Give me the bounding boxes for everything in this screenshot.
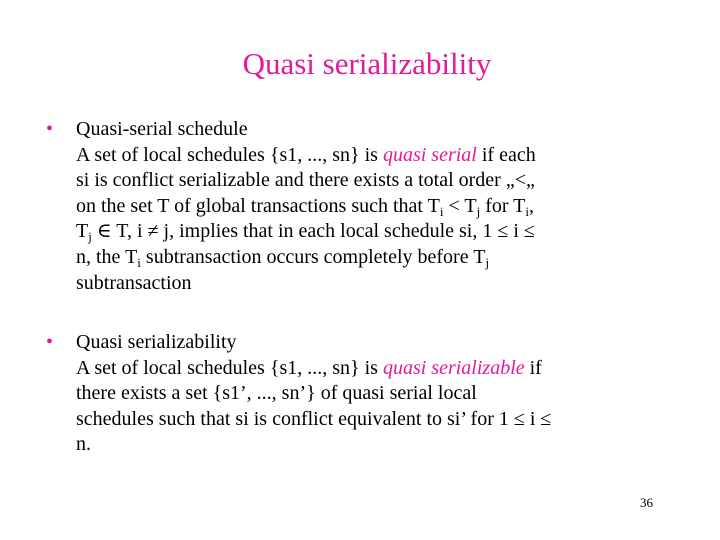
- body-line: A set of local schedules {s1, ..., sn} is quasi serializable if: [76, 356, 542, 379]
- slide-title: Quasi serializability: [242, 46, 492, 81]
- body-line: schedules such that si is conflict equivalent to si’ for 1 ≤ i ≤: [76, 407, 552, 430]
- body-line: there exists a set {s1’, ..., sn’} of quasi serial local: [76, 382, 477, 405]
- body-line: n.: [76, 433, 91, 456]
- bullet-heading: Quasi serializability: [76, 331, 237, 353]
- body-line: on the set T of global transactions such that $T_i < T_j$ for $T_i$,: [76, 194, 535, 219]
- term-quasi-serial: quasi serial: [382, 143, 477, 166]
- body-line: si is conflict serializable and there exists a total order „<„: [76, 169, 535, 192]
- bullet-quasi-serial-schedule: [46, 117, 686, 296]
- bullet-quasi-serializability: [46, 330, 686, 458]
- page-number: 36: [640, 495, 653, 510]
- body-line: A set of local schedules {s1, ..., sn} is quasi serial if each: [76, 143, 536, 166]
- body-line: subtransaction: [76, 271, 192, 294]
- body-line: $T_j$ ∈ T, i ≠ j, implies that in each local schedule si, 1 ≤ i ≤: [76, 220, 535, 245]
- body-line: n, the $T_i$ subtransaction occurs completely before $T_j$: [76, 245, 490, 270]
- bullet-heading: Quasi-serial schedule: [76, 118, 248, 140]
- term-quasi-serializable: quasi serializable: [382, 356, 525, 379]
- bullet-icon: •: [46, 331, 54, 353]
- bullet-icon: •: [46, 118, 54, 140]
